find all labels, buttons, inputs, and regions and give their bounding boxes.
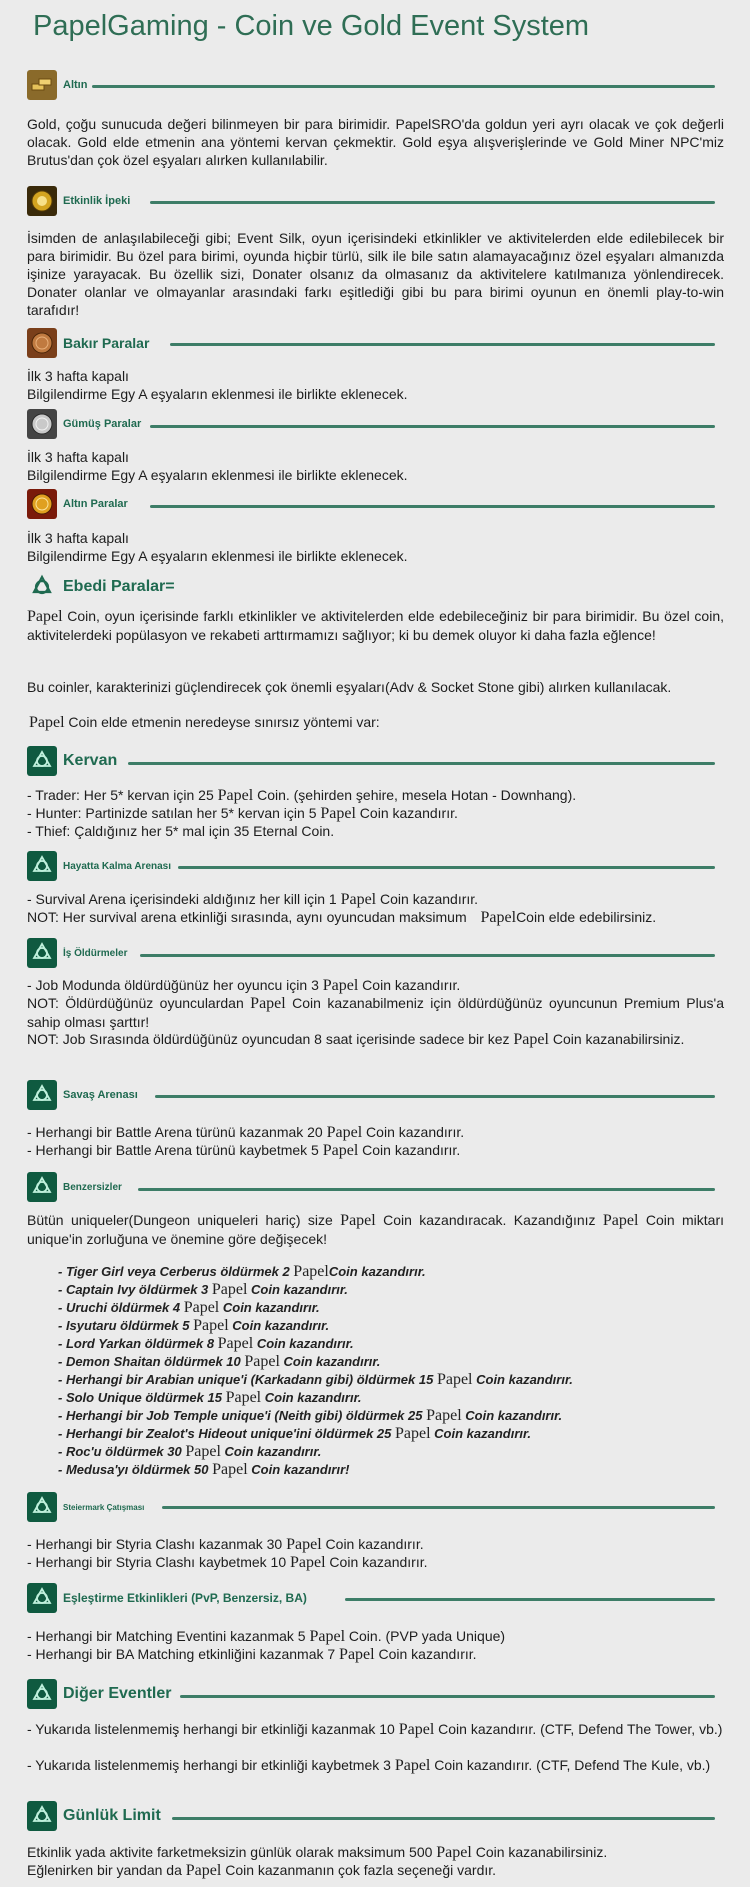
section-heading: Diğer Eventler	[63, 1685, 172, 1702]
unique-list-item: - Roc'u öldürmek 30 Papel Coin kazandırır.	[58, 1443, 322, 1460]
celtic-knot-icon	[27, 1801, 57, 1831]
paragraph-ebedi-1: Papel Coin, oyun içerisinde farklı etkinlikler ve aktivitelerden elde edebileceğiniz bir para birimidir. Bu özel coin, aktivitelerdeki popülasyon ve rekabeti arttırmamızı sağlıyor; ki bu demek oluyor ki daha fazla eğlence!	[27, 608, 724, 643]
line-is-2: NOT: Öldürdüğünüz oyunculardan Papel Coin kazanabilmeniz için öldürdüğünüz oyuncunun Premium Plus'a sahip olması şarttır!	[27, 995, 725, 1030]
gold-coin-icon	[27, 489, 57, 519]
section-heading: Savaş Arenası	[63, 1089, 138, 1101]
section-heading: Günlük Limit	[63, 1807, 161, 1824]
divider-line	[180, 1695, 715, 1698]
section-header-ebedi	[27, 572, 175, 602]
line-diger-2: - Yukarıda listelenmemiş herhangi bir etkinliği kaybetmek 3 Papel Coin kazandırır. (CTF, Defend The Kule, vb.)	[27, 1757, 711, 1774]
celtic-knot-icon	[27, 938, 57, 968]
celtic-knot-icon	[27, 851, 57, 881]
section-heading: Eşleştirme Etkinlikleri (PvP, Benzersiz, BA)	[63, 1591, 307, 1605]
silk-coin-icon	[27, 186, 57, 216]
divider-line	[128, 762, 715, 765]
line-kervan-2: - Hunter: Partinizde satılan her 5* kervan için 5 Papel Coin kazandırır.	[27, 805, 458, 822]
unique-list	[58, 1263, 573, 1479]
celtic-knot-icon	[27, 1679, 57, 1709]
celtic-knot-icon	[27, 1492, 57, 1522]
divider-line	[162, 1506, 715, 1509]
paragraph-altin: Gold, çoğu sunucuda değeri bilinmeyen bir para birimidir. PapelSRO'da goldun yeri ayrı olacak ve çok değerli olacak. Gold elde etmenin ana yöntemi kervan çekmektir. Gold eşya alışverişlerinde ve Gold Miner NPC'miz Brutus'dan çok özel eşyaları alırken kullanılabilir.	[27, 116, 724, 168]
line-gumus-1: İlk 3 hafta kapalı	[27, 449, 129, 465]
section-heading: Altın Paralar	[63, 498, 128, 510]
section-header-gunluk	[27, 1801, 161, 1831]
line-eslestirme-1: - Herhangi bir Matching Eventini kazanmak 5 Papel Coin. (PVP yada Unique)	[27, 1628, 506, 1645]
line-savas-1: - Herhangi bir Battle Arena türünü kazanmak 20 Papel Coin kazandırır.	[27, 1124, 465, 1141]
celtic-knot-icon	[27, 1583, 57, 1613]
divider-line	[170, 343, 715, 346]
section-heading: Bakır Paralar	[63, 335, 150, 351]
paragraph-benzersiz: Bütün uniqueler(Dungeon uniqueleri hariç) size Papel Coin kazandıracak. Kazandığınız Papel Coin miktarı unique'in zorluğuna ve önemine göre değişecek!	[27, 1212, 724, 1247]
section-header-savas	[27, 1080, 138, 1110]
line-eslestirme-2: - Herhangi bir BA Matching etkinliğini kazanmak 7 Papel Coin kazandırır.	[27, 1646, 477, 1663]
line-altinpara-1: İlk 3 hafta kapalı	[27, 530, 129, 546]
section-header-is	[27, 938, 127, 968]
unique-list-item: - Herhangi bir Zealot's Hideout unique'ini öldürmek 25 Papel Coin kazandırır.	[58, 1425, 531, 1442]
line-steier-2: - Herhangi bir Styria Clashı kaybetmek 10 Papel Coin kazandırır.	[27, 1554, 428, 1571]
section-header-eslestirme	[27, 1583, 307, 1613]
line-kervan-3: - Thief: Çaldığınız her 5* mal için 35 Eternal Coin.	[27, 823, 335, 839]
divider-line	[178, 866, 715, 869]
section-header-altin	[27, 70, 87, 100]
line-steier-1: - Herhangi bir Styria Clashı kazanmak 30 Papel Coin kazandırır.	[27, 1536, 424, 1553]
section-heading: Hayatta Kalma Arenası	[63, 860, 172, 872]
unique-list-item: - Lord Yarkan öldürmek 8 Papel Coin kazandırır.	[58, 1335, 354, 1352]
line-bakir-1: İlk 3 hafta kapalı	[27, 368, 129, 384]
line-gunluk-1: Etkinlik yada aktivite farketmeksizin günlük olarak maksimum 500 Papel Coin kazanabilirsiniz.	[27, 1844, 608, 1861]
line-gunluk-2: Eğlenirken bir yandan da Papel Coin kazanmanın çok fazla seçeneği vardır.	[27, 1862, 497, 1879]
line-hayatta-1: - Survival Arena içerisindeki aldığınız her kill için 1 Papel Coin kazandırır.	[27, 891, 479, 908]
divider-line	[138, 1188, 715, 1191]
line-savas-2: - Herhangi bir Battle Arena türünü kaybetmek 5 Papel Coin kazandırır.	[27, 1142, 461, 1159]
unique-list-item: - Tiger Girl veya Cerberus öldürmek 2 PapelCoin kazandırır.	[58, 1263, 426, 1280]
unique-list-item: - Solo Unique öldürmek 15 Papel Coin kazandırır.	[58, 1389, 362, 1406]
gold-bars-icon	[27, 70, 57, 100]
line-altinpara-2: Bilgilendirme Egy A eşyaların eklenmesi ile birlikte eklenecek.	[27, 548, 408, 564]
unique-list-item: - Isyutaru öldürmek 5 Papel Coin kazandırır.	[58, 1317, 330, 1334]
section-header-gumus	[27, 409, 141, 439]
unique-list-item: - Herhangi bir Job Temple unique'i (Neith gibi) öldürmek 25 Papel Coin kazandırır.	[58, 1407, 563, 1424]
line-kervan-1: - Trader: Her 5* kervan için 25 Papel Coin. (şehirden şehire, mesela Hotan - Downhang).	[27, 787, 577, 804]
section-header-steier	[27, 1492, 144, 1522]
section-heading: İş Öldürmeler	[63, 947, 128, 959]
section-header-bakir	[27, 328, 149, 358]
section-heading: Altın	[63, 79, 88, 91]
divider-line	[140, 954, 715, 957]
page-title: PapelGaming - Coin ve Gold Event System	[33, 10, 590, 42]
divider-line	[150, 201, 715, 204]
paragraph-ebedi-3: Papel Coin elde etmenin neredeyse sınırsız yöntemi var:	[29, 714, 380, 731]
section-heading: Gümüş Paralar	[63, 418, 142, 430]
divider-line	[345, 1598, 715, 1601]
celtic-knot-icon	[27, 1172, 57, 1202]
section-heading: Benzersizler	[63, 1181, 122, 1193]
section-heading: Etkinlik İpeki	[63, 195, 131, 207]
paragraph-ipek: İsimden de anlaşılabileceği gibi; Event Silk, oyun içerisindeki etkinlikler ve aktivitelerden elde edilebilecek bir para birimidir. Bu özel para birimi, oyunda hiçbir türlü, silk ile bile satın alamayacağınız özel eşyaları almanızda işinize yarayacak. Bu özellik sizi, Donater olsanız da olmasanız da aktivitelere katılmanıza yönlendirecek. Donater olanlar ve olmayanlar arasındaki farkı eşitlediği gibi bu para birimi oyunun en önemli play-to-win tarafıdır!	[27, 230, 724, 318]
divider-line	[150, 425, 715, 428]
unique-list-item: - Demon Shaitan öldürmek 10 Papel Coin kazandırır.	[58, 1353, 381, 1370]
divider-line	[172, 1817, 715, 1820]
section-heading: Kervan	[63, 752, 118, 769]
line-hayatta-2: NOT: Her survival arena etkinliği sırasında, aynı oyuncudan maksimum PapelCoin elde edebilirsiniz.	[27, 909, 657, 926]
paragraph-ebedi-2: Bu coinler, karakterinizi güçlendirecek çok önemli eşyaları(Adv & Socket Stone gibi) alırken kullanılacak.	[27, 679, 672, 695]
unique-list-item: - Uruchi öldürmek 4 Papel Coin kazandırır.	[58, 1299, 320, 1316]
unique-list-item: - Medusa'yı öldürmek 50 Papel Coin kazandırır!	[58, 1461, 350, 1478]
divider-line	[150, 505, 715, 508]
section-header-kervan	[27, 746, 117, 776]
section-header-ipek	[27, 186, 130, 216]
section-heading: Steiermark Çatışması	[63, 1502, 145, 1512]
unique-list-item: - Captain Ivy öldürmek 3 Papel Coin kazandırır.	[58, 1281, 348, 1298]
silver-coin-icon	[27, 409, 57, 439]
line-is-3: NOT: Job Sırasında öldürdüğünüz oyuncudan 8 saat içerisinde sadece bir kez Papel Coin kazanabilirsiniz.	[27, 1031, 685, 1048]
line-is-1: - Job Modunda öldürdüğünüz her oyuncu için 3 Papel Coin kazandırır.	[27, 977, 461, 994]
celtic-knot-icon	[27, 1080, 57, 1110]
copper-coin-icon	[27, 328, 57, 358]
celtic-knot-icon	[27, 746, 57, 776]
section-header-hayatta	[27, 851, 171, 881]
section-header-benzersiz	[27, 1172, 122, 1202]
divider-line	[155, 1095, 715, 1098]
section-heading: Ebedi Paralar=	[63, 578, 175, 595]
line-bakir-2: Bilgilendirme Egy A eşyaların eklenmesi ile birlikte eklenecek.	[27, 386, 408, 402]
section-header-diger	[27, 1679, 171, 1709]
line-gumus-2: Bilgilendirme Egy A eşyaların eklenmesi ile birlikte eklenecek.	[27, 467, 408, 483]
line-diger-1: - Yukarıda listelenmemiş herhangi bir etkinliği kazanmak 10 Papel Coin kazandırır. (CTF, Defend The Tower, vb.)	[27, 1721, 723, 1738]
divider-line	[92, 85, 715, 88]
celtic-knot-icon	[27, 572, 57, 602]
section-header-altinpara	[27, 489, 128, 519]
unique-list-item: - Herhangi bir Arabian unique'i (Karkadann gibi) öldürmek 15 Papel Coin kazandırır.	[58, 1371, 573, 1388]
